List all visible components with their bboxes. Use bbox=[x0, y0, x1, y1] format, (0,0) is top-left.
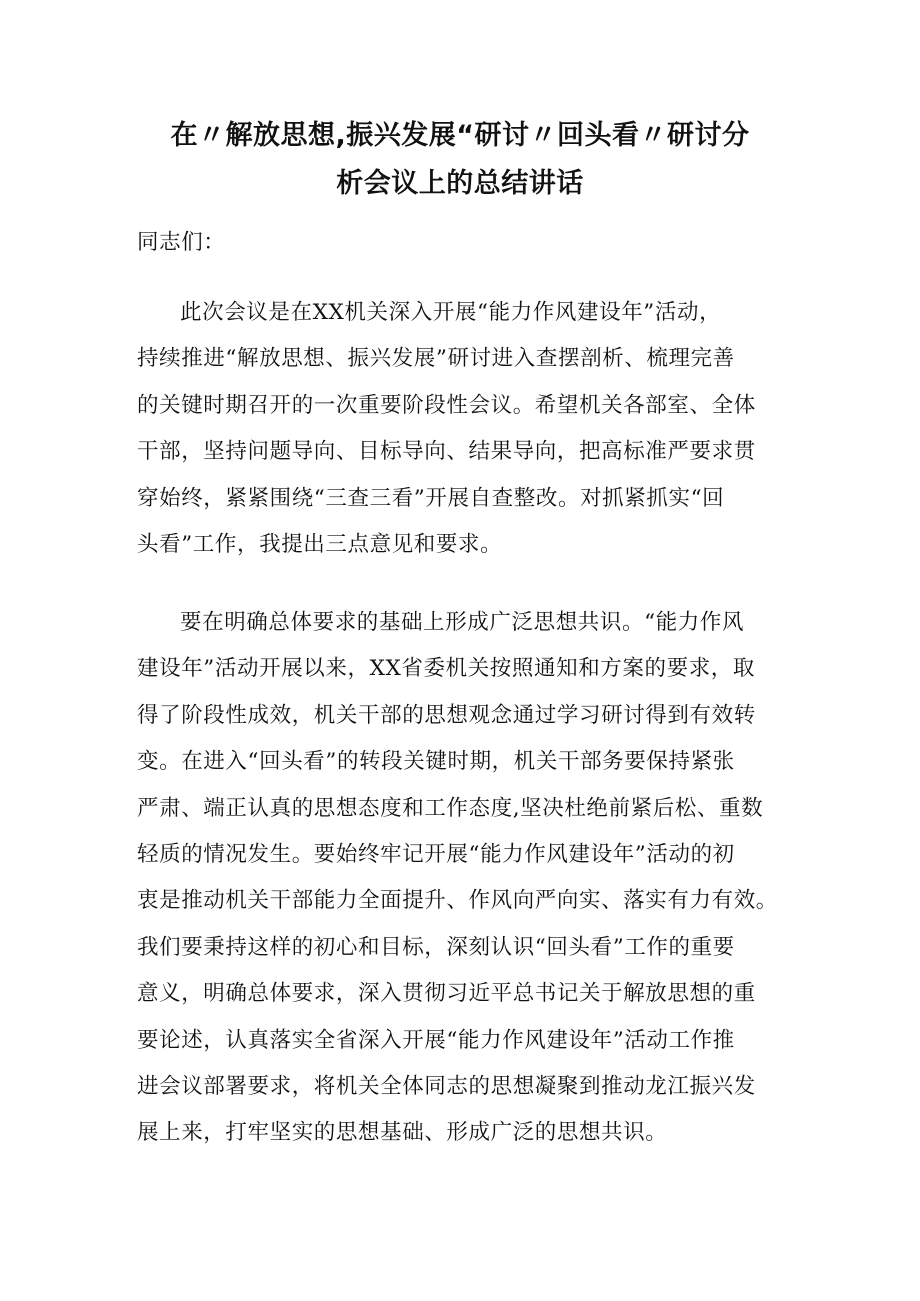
paragraph-line: 严肃、端正认真的思想态度和工作态度,坚决杜绝前紧后松、重数 bbox=[137, 795, 764, 821]
paragraph-1 bbox=[137, 290, 797, 568]
salutation: 同志们： bbox=[137, 230, 226, 255]
paragraph-line: 意义，明确总体要求，深入贯彻习近平总书记关于解放思想的重 bbox=[137, 981, 756, 1007]
paragraph-line: 持续推进“解放思想、振兴发展”研讨进入查摆剖析、梳理完善 bbox=[137, 346, 735, 372]
paragraph-line: 此次会议是在XX机关深入开展“能力作风建设年”活动， bbox=[180, 300, 722, 325]
paragraph-line: 干部，坚持问题导向、目标导向、结果导向，把高标准严要求贯 bbox=[137, 439, 756, 465]
paragraph-line: 我们要秉持这样的初心和目标，深刻认识“回头看”工作的重要 bbox=[137, 934, 735, 960]
paragraph-line: 轻质的情况发生。要始终牢记开展“能力作风建设年”活动的初 bbox=[137, 842, 735, 868]
paragraph-line: 要论述，认真落实全省深入开展“能力作风建设年”活动工作推 bbox=[137, 1027, 735, 1053]
paragraph-line: 衷是推动机关干部能力全面提升、作风向严向实、落实有力有效。 bbox=[137, 888, 778, 914]
document-title-line-2: 析会议上的总结讲话 bbox=[336, 168, 584, 199]
paragraph-line: 头看”工作，我提出三点意见和要求。 bbox=[137, 532, 503, 558]
paragraph-line: 的关键时期召开的一次重要阶段性会议。希望机关各部室、全体 bbox=[137, 392, 756, 418]
paragraph-line: 进会议部署要求，将机关全体同志的思想凝聚到推动龙江振兴发 bbox=[137, 1074, 756, 1100]
paragraph-line: 展上来，打牢坚实的思想基础、形成广泛的思想共识。 bbox=[137, 1120, 668, 1146]
document-title-line-1: 在〃解放思想,振兴发展“研讨〃回头看〃研讨分 bbox=[170, 120, 750, 151]
paragraph-line: 变。在进入“回头看”的转段关键时期，机关干部务要保持紧张 bbox=[137, 749, 735, 775]
paragraph-line: 建设年”活动开展以来，XX省委机关按照通知和方案的要求，取 bbox=[137, 656, 756, 682]
paragraph-line: 得了阶段性成效，机关干部的思想观念通过学习研讨得到有效转 bbox=[137, 702, 756, 728]
paragraph-line: 要在明确总体要求的基础上形成广泛思想共识。“能力作风 bbox=[180, 610, 745, 635]
paragraph-2 bbox=[137, 600, 797, 1157]
paragraph-line: 穿始终，紧紧围绕“三查三看”开展自查整改。对抓紧抓实“回 bbox=[137, 485, 725, 511]
